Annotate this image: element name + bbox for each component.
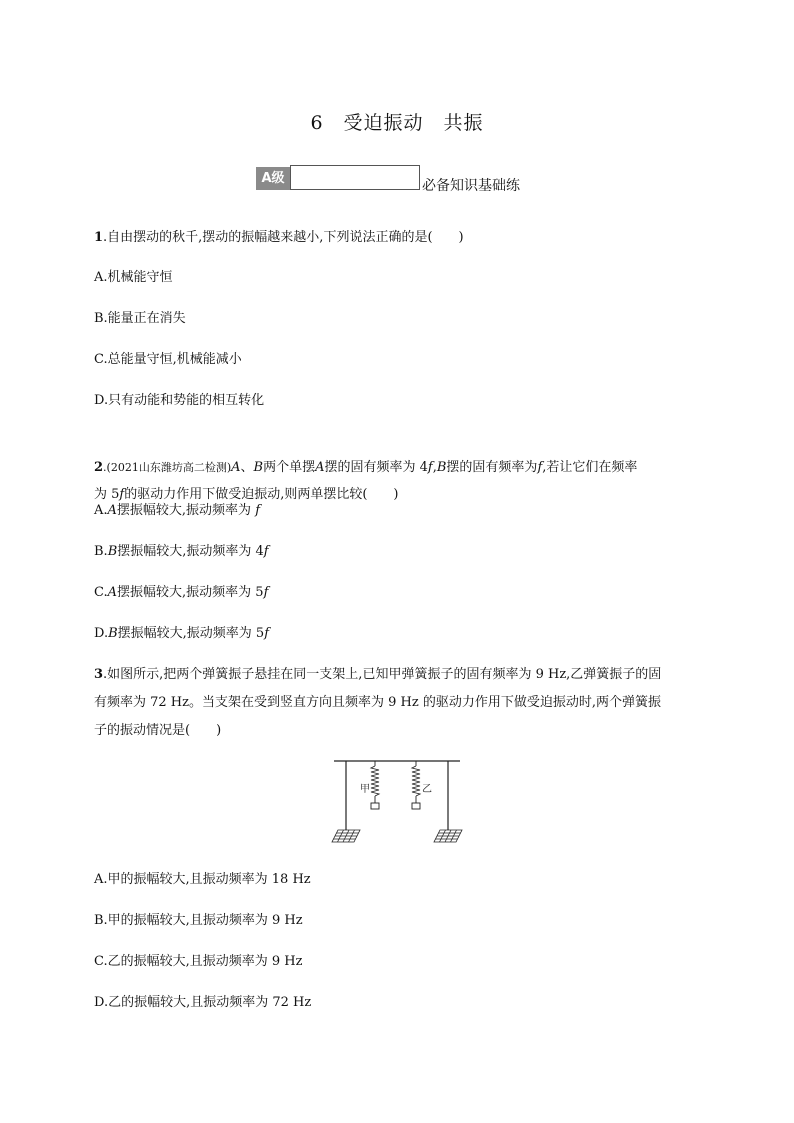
var-f: f (264, 626, 270, 641)
option-num: 5 (255, 626, 265, 641)
question-1-text: .自由摆动的秋千,摆动的振幅越来越小,下列说法正确的是( ) (103, 230, 464, 245)
level-badge: A级 (256, 167, 290, 190)
question-3-option-a: A.甲的振幅较大,且振动频率为 18 Hz (94, 872, 311, 887)
level-label: 必备知识基础练 (422, 178, 520, 194)
option-var: A (107, 585, 118, 600)
text-fragment: 摆的固有频率为 (446, 460, 538, 475)
var-f: f (427, 460, 433, 475)
option-text: 摆振幅较大,振动频率为 (116, 503, 256, 518)
var-f: f (537, 460, 543, 475)
question-1-number: 1 (94, 230, 104, 245)
question-3-text: .如图所示,把两个弹簧振子悬挂在同一支架上,已知甲弹簧振子的固有频率为 9 Hz,乙弹簧振子的固 (103, 667, 662, 682)
question-2-source: .(2021山东潍坊高二检测) (103, 461, 232, 474)
text-fragment: , (432, 460, 437, 475)
question-3-option-d: D.乙的振幅较大,且振动频率为 72 Hz (94, 995, 312, 1010)
text-fragment: 的驱动力作用下做受迫振动,则两单摆比较( ) (124, 487, 399, 502)
option-prefix: A. (94, 503, 108, 518)
text-fragment: ,若让它们在频率 (542, 460, 638, 475)
label-yi: 乙 (422, 784, 432, 795)
question-3-number: 3 (94, 667, 104, 682)
option-text: 摆振幅较大,振动频率为 (117, 585, 256, 600)
spring-jia (371, 761, 379, 809)
var-b: B (436, 460, 447, 475)
option-var: A (107, 503, 117, 518)
option-num: 4 (255, 544, 264, 559)
option-var: B (107, 544, 118, 559)
question-1-option-a: A.机械能守恒 (94, 270, 173, 285)
var-b: B (253, 460, 264, 475)
level-score-box (290, 165, 420, 190)
option-var: B (108, 626, 118, 641)
question-1-option-c: C.总能量守恒,机械能减小 (94, 352, 242, 367)
var-f: f (119, 487, 125, 502)
question-3-option-b: B.甲的振幅较大,且振动频率为 9 Hz (94, 913, 303, 928)
var-a: A (315, 460, 325, 475)
page-title: 6 受迫振动 共振 (310, 112, 484, 134)
text-fragment: 、 (240, 460, 254, 475)
question-1-stem (94, 226, 464, 245)
option-prefix: B. (94, 544, 108, 559)
question-1-option-d: D.只有动能和势能的相互转化 (94, 393, 265, 408)
right-base (434, 830, 462, 842)
text-fragment: 摆的固有频率为 4 (324, 460, 428, 475)
question-3-stem-line3: 子的振动情况是( ) (94, 723, 222, 738)
question-3-stem-line1 (94, 663, 661, 682)
text-fragment: 为 5 (94, 487, 120, 502)
var-f: f (263, 585, 269, 600)
question-2-option-a (94, 499, 260, 518)
text-fragment: 两个单摆 (263, 460, 316, 475)
left-base (332, 830, 360, 842)
question-2-option-d (94, 622, 269, 641)
question-2-option-c (94, 581, 268, 600)
spring-yi (412, 761, 420, 809)
var-a: A (231, 460, 241, 475)
option-num: 5 (255, 585, 264, 600)
question-3-option-c: C.乙的振幅较大,且振动频率为 9 Hz (94, 954, 303, 969)
var-f: f (263, 544, 269, 559)
question-2-option-b (94, 540, 269, 559)
question-2-number: 2 (94, 460, 104, 475)
question-3-stem-line2: 有频率为 72 Hz。当支架在受到竖直方向且频率为 9 Hz 的驱动力作用下做受迫振动时,两个弹簧振 (94, 695, 661, 710)
var-f: f (255, 503, 260, 518)
option-prefix: C. (94, 585, 108, 600)
option-text: 摆振幅较大,振动频率为 (117, 544, 256, 559)
spring-oscillator-figure (330, 754, 464, 846)
question-2-stem-line1 (94, 456, 637, 475)
option-text: 摆振幅较大,振动频率为 (117, 626, 256, 641)
question-1-option-b: B.能量正在消失 (94, 311, 186, 326)
label-jia: 甲 (360, 784, 370, 795)
option-prefix: D. (94, 626, 109, 641)
